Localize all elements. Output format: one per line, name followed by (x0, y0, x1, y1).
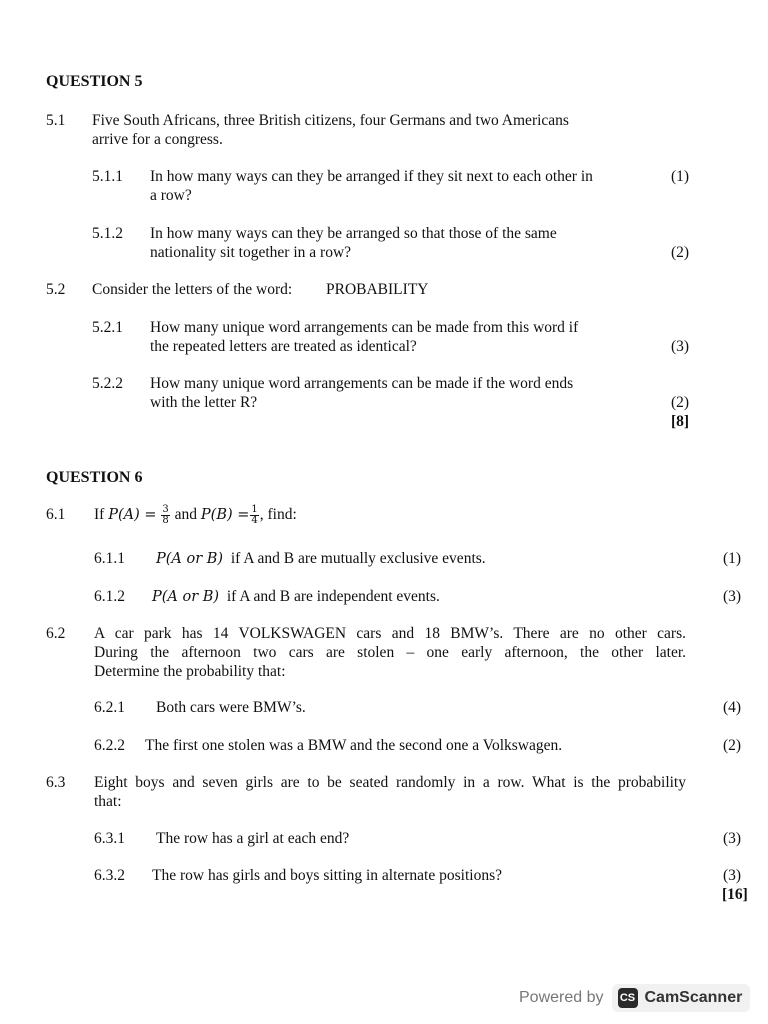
marks: (2) (671, 394, 690, 411)
if-word: If (94, 506, 105, 523)
item-text (94, 502, 297, 528)
subitem-text (152, 587, 440, 607)
subitem-number: 6.1.2 (94, 588, 125, 605)
item-text: Consider the letters of the word: (92, 281, 293, 298)
subitem-number: 6.2.1 (94, 699, 125, 716)
item-text: Determine the probability that: (94, 663, 286, 680)
item-text: During the afternoon two cars are stolen – one early afternoon, the other later. (94, 644, 686, 661)
and-word: and (174, 506, 198, 523)
item-text: A car park has 14 VOLKSWAGEN cars and 18 BMW’s. There are no other cars. (94, 625, 686, 642)
fraction-a-numerator: 3 (162, 503, 169, 515)
subitem-number: 5.1.1 (92, 168, 123, 185)
fraction-b-numerator: 1 (251, 503, 258, 515)
subitem-text: How many unique word arrangements can be made if the word ends (150, 375, 574, 392)
item-text: Eight boys and seven girls are to be seated randomly in a row. What is the probability (94, 774, 686, 791)
camscanner-logo-icon: CS (618, 988, 638, 1008)
subitem-text: How many unique word arrangements can be made from this word if (150, 319, 579, 336)
prob-a-expr: P(A) = (108, 507, 157, 523)
subitem-number: 6.3.2 (94, 867, 125, 884)
subitem-text: The row has a girl at each end? (156, 830, 350, 847)
subitem-number: 5.1.2 (92, 225, 123, 242)
subitem-number: 6.3.1 (94, 830, 125, 847)
camscanner-name: CamScanner (644, 989, 743, 1006)
subitem-text: The first one stolen was a BMW and the second one a Volkswagen. (145, 737, 563, 754)
subitem-text: nationality sit together in a row? (150, 244, 352, 261)
math-expr: P(A or B) (156, 551, 224, 567)
item-number: 6.2 (46, 625, 66, 642)
powered-by-label: Powered by (519, 989, 604, 1006)
question-6-heading: QUESTION 6 (46, 469, 143, 486)
subitem-text: a row? (150, 187, 192, 204)
marks: (3) (723, 867, 742, 884)
item-number: 6.1 (46, 506, 66, 523)
subitem-text: The row has girls and boys sitting in alternate positions? (152, 867, 502, 884)
fraction-b (250, 505, 258, 526)
item-text: that: (94, 793, 122, 810)
fraction-b-denominator: 4 (251, 514, 258, 526)
subitem-number: 6.2.2 (94, 737, 125, 754)
subitem-text (156, 549, 486, 569)
marks: (2) (671, 244, 690, 261)
word-probability: PROBABILITY (326, 281, 429, 298)
question-5-heading: QUESTION 5 (46, 73, 143, 90)
prob-b-expr: P(B) = (200, 507, 250, 523)
camscanner-badge (612, 984, 751, 1012)
subitem-text: the repeated letters are treated as identical? (150, 338, 417, 355)
item-number: 6.3 (46, 774, 66, 791)
subitem-number: 5.2.2 (92, 375, 123, 392)
item-text: arrive for a congress. (92, 131, 223, 148)
camscanner-watermark (519, 982, 757, 1014)
math-expr: P(A or B) (152, 589, 220, 605)
question-total: [16] (722, 886, 748, 903)
subitem-body: if A and B are independent events. (226, 588, 440, 605)
fraction-a-denominator: 8 (162, 514, 169, 526)
item-number: 5.1 (46, 112, 66, 129)
question-total: [8] (671, 413, 690, 430)
marks: (3) (723, 588, 742, 605)
subitem-text: with the letter R? (150, 394, 258, 411)
subitem-text: In how many ways can they be arranged if they sit next to each other in (150, 168, 593, 185)
marks: (4) (723, 699, 742, 716)
subitem-number: 5.2.1 (92, 319, 123, 336)
item-text: Five South Africans, three British citizens, four Germans and two Americans (92, 112, 569, 129)
marks: (1) (671, 168, 690, 185)
subitem-number: 6.1.1 (94, 550, 125, 567)
marks: (2) (723, 737, 742, 754)
item-number: 5.2 (46, 281, 66, 298)
marks: (3) (723, 830, 742, 847)
fraction-a (161, 505, 169, 526)
marks: (3) (671, 338, 690, 355)
subitem-body: if A and B are mutually exclusive events. (230, 550, 486, 567)
marks: (1) (723, 550, 742, 567)
subitem-text: In how many ways can they be arranged so that those of the same (150, 225, 557, 242)
find-word: , find: (259, 506, 297, 523)
subitem-text: Both cars were BMW’s. (156, 699, 306, 716)
